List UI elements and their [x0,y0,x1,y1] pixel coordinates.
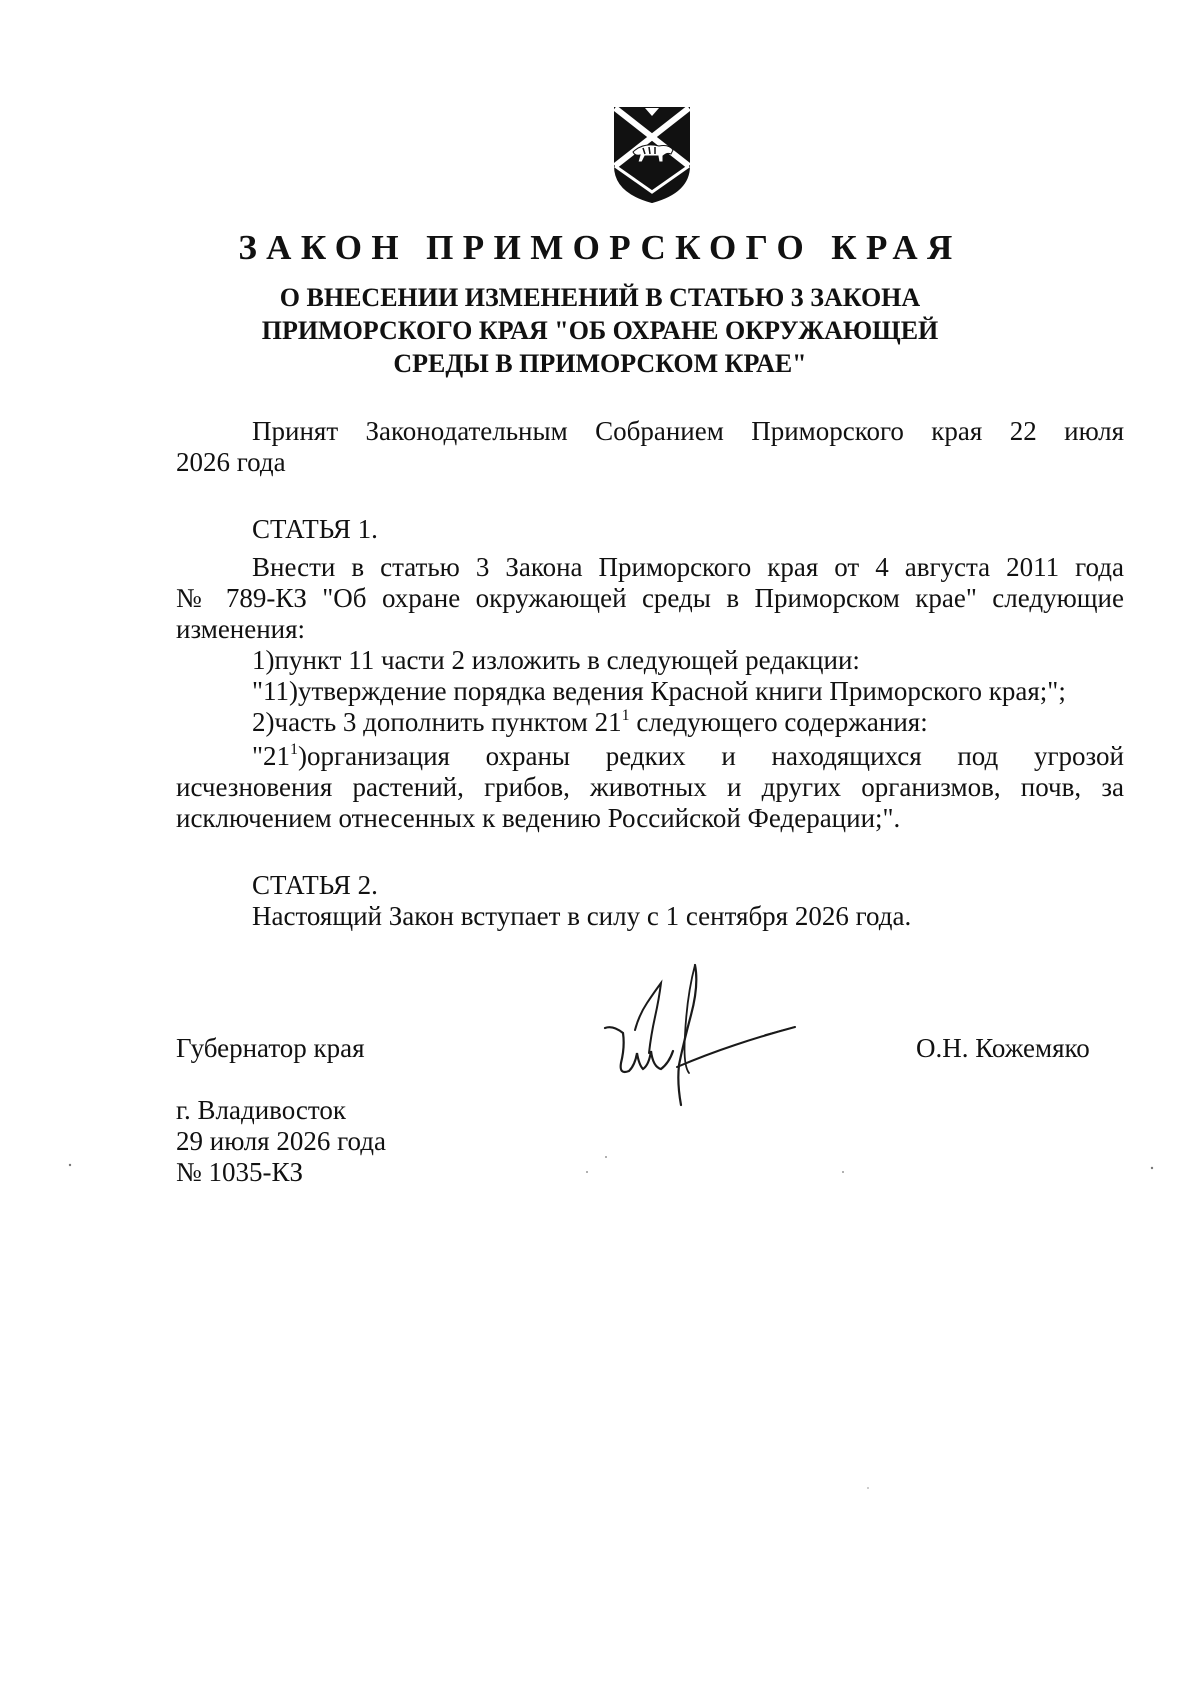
amendment-item-2 [252,707,928,738]
article-1-title: СТАТЬЯ 1. [252,514,378,544]
law-title [0,281,1200,380]
law-heading: ЗАКОН ПРИМОРСКОГО КРАЯ [238,228,962,267]
amendment-item-1: 1)пункт 11 части 2 изложить в следующей редакции: [252,645,860,675]
article-1-intro-line: № 789-КЗ "Об охране окружающей среды в Приморском крае" следующие [176,583,1124,613]
superscript: 1 [290,741,299,758]
law-number: № 1035-КЗ [176,1157,304,1187]
signing-place: г. Владивосток [176,1095,346,1125]
amendment-item-2-quote-line: исчезновения растений, грибов, животных и других организмов, почв, за [176,772,1124,802]
signatory-position: Губернатор края [176,1033,365,1063]
amendment-item-2-quote-line: исключением отнесенных к ведению Российской Федерации;". [176,803,901,833]
handwritten-signature-icon [595,955,815,1115]
article-1-intro-line: изменения: [176,614,306,644]
adoption-statement: Принят Законодательным Собранием Приморского края 22 июля [252,416,1124,446]
article-1-intro-line: Внести в статью 3 Закона Приморского края от 4 августа 2011 года [252,552,1124,582]
amendment-item-2-text-cont: следующего содержания: [629,707,928,737]
amendment-item-2-text: 2)часть 3 дополнить пунктом 21 [252,707,622,737]
signing-date: 29 июля 2026 года [176,1126,386,1156]
article-2-title: СТАТЬЯ 2. [252,870,378,900]
law-title-line: О ВНЕСЕНИИ ИЗМЕНЕНИЙ В СТАТЬЮ 3 ЗАКОНА [279,283,921,312]
signatory-name: О.Н. Кожемяко [916,1033,1090,1063]
law-title-line: СРЕДЫ В ПРИМОРСКОМ КРАЕ" [393,349,807,378]
quote-text: )организация охраны редких и находящихся под угрозой [298,741,1124,771]
adoption-statement-cont: 2026 года [176,447,286,477]
amendment-item-1-text: "11)утверждение порядка ведения Красной книги Приморского края;"; [252,676,1066,706]
primorsky-krai-coat-of-arms-icon [609,104,695,204]
article-2-text: Настоящий Закон вступает в силу с 1 сентября 2026 года. [252,901,912,931]
superscript: 1 [621,707,630,724]
amendment-item-2-quote-line [252,741,1124,772]
law-title-line: ПРИМОРСКОГО КРАЯ "ОБ ОХРАНЕ ОКРУЖАЮЩЕЙ [261,316,939,345]
quote-start: "21 [252,741,291,771]
